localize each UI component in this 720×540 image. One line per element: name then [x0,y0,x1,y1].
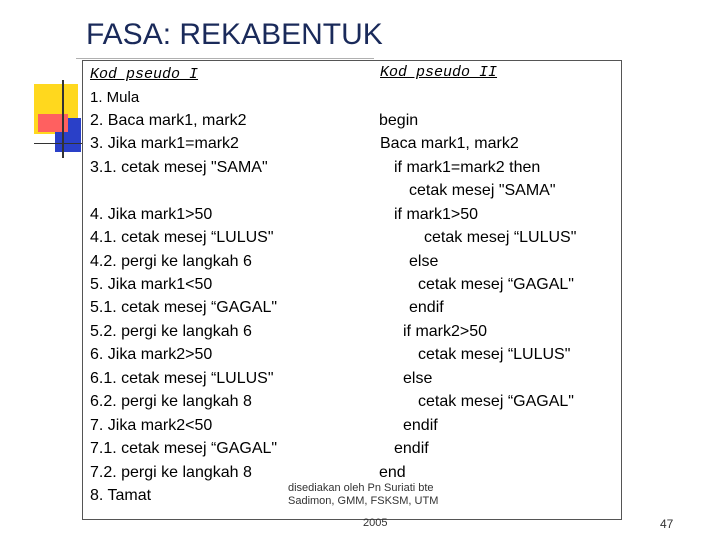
pseudo-i-line: 6.2. pergi ke langkah 8 [90,393,252,410]
decor-vertical-line [62,80,64,158]
pseudo-ii-line: cetak mesej “LULUS" [418,346,571,363]
pseudo-i-line: 8. Tamat [90,487,152,504]
pseudo-i-line: 5.1. cetak mesej “GAGAL" [90,299,278,316]
pseudo-ii-line: cetak mesej “GAGAL" [418,276,574,293]
pseudo-i-line: 4.2. pergi ke langkah 6 [90,253,252,270]
pseudo-ii-heading: Kod pseudo II [380,64,498,81]
pseudo-ii-line: endif [403,417,438,434]
pseudo-ii-line: endif [409,299,444,316]
decor-horizontal-line [34,143,82,144]
page-number: 47 [660,517,674,531]
pseudo-ii-line: endif [394,440,429,457]
pseudo-ii-line: else [409,253,439,270]
pseudo-i-line: 3.1. cetak mesej "SAMA" [90,159,268,176]
pseudo-ii-line: cetak mesej “LULUS" [424,229,577,246]
pseudo-i-line: 4. Jika mark1>50 [90,206,213,223]
pseudo-i-line: 1. Mula [90,89,140,106]
pseudo-ii-line: cetak mesej “GAGAL" [418,393,574,410]
pseudo-ii-line: else [403,370,433,387]
pseudo-ii-line: end [379,464,406,481]
footer-year: 2005 [363,517,388,529]
title-divider [76,58,374,59]
pseudo-i-line: 7.1. cetak mesej “GAGAL" [90,440,278,457]
pseudo-i-line: 7.2. pergi ke langkah 8 [90,464,252,481]
slide-title: FASA: REKABENTUK [86,18,383,51]
footer-credit-line: disediakan oleh Pn Suriati bte [288,482,434,494]
pseudo-i-line: 6.1. cetak mesej “LULUS" [90,370,274,387]
footer-credit [288,482,478,508]
pseudo-i-line: 7. Jika mark2<50 [90,417,213,434]
pseudo-ii-line: Baca mark1, mark2 [380,135,519,152]
pseudo-i-line: 3. Jika mark1=mark2 [90,135,239,152]
pseudo-i-line: 4.1. cetak mesej “LULUS" [90,229,274,246]
pseudo-i-line: 5. Jika mark1<50 [90,276,213,293]
pseudo-ii-line: if mark2>50 [403,323,488,340]
pseudo-ii-line: if mark1>50 [394,206,479,223]
pseudo-i-line: 5.2. pergi ke langkah 6 [90,323,252,340]
footer-credit-line: Sadimon, GMM, FSKSM, UTM [288,495,439,507]
pseudo-i-line: 2. Baca mark1, mark2 [90,112,247,129]
pseudo-ii-line: cetak mesej "SAMA" [409,182,556,199]
pseudo-i-line: 6. Jika mark2>50 [90,346,213,363]
pseudo-ii-line: if mark1=mark2 then [394,159,541,176]
pseudo-ii-line: begin [379,112,419,129]
pseudo-i-heading: Kod pseudo I [90,66,199,83]
